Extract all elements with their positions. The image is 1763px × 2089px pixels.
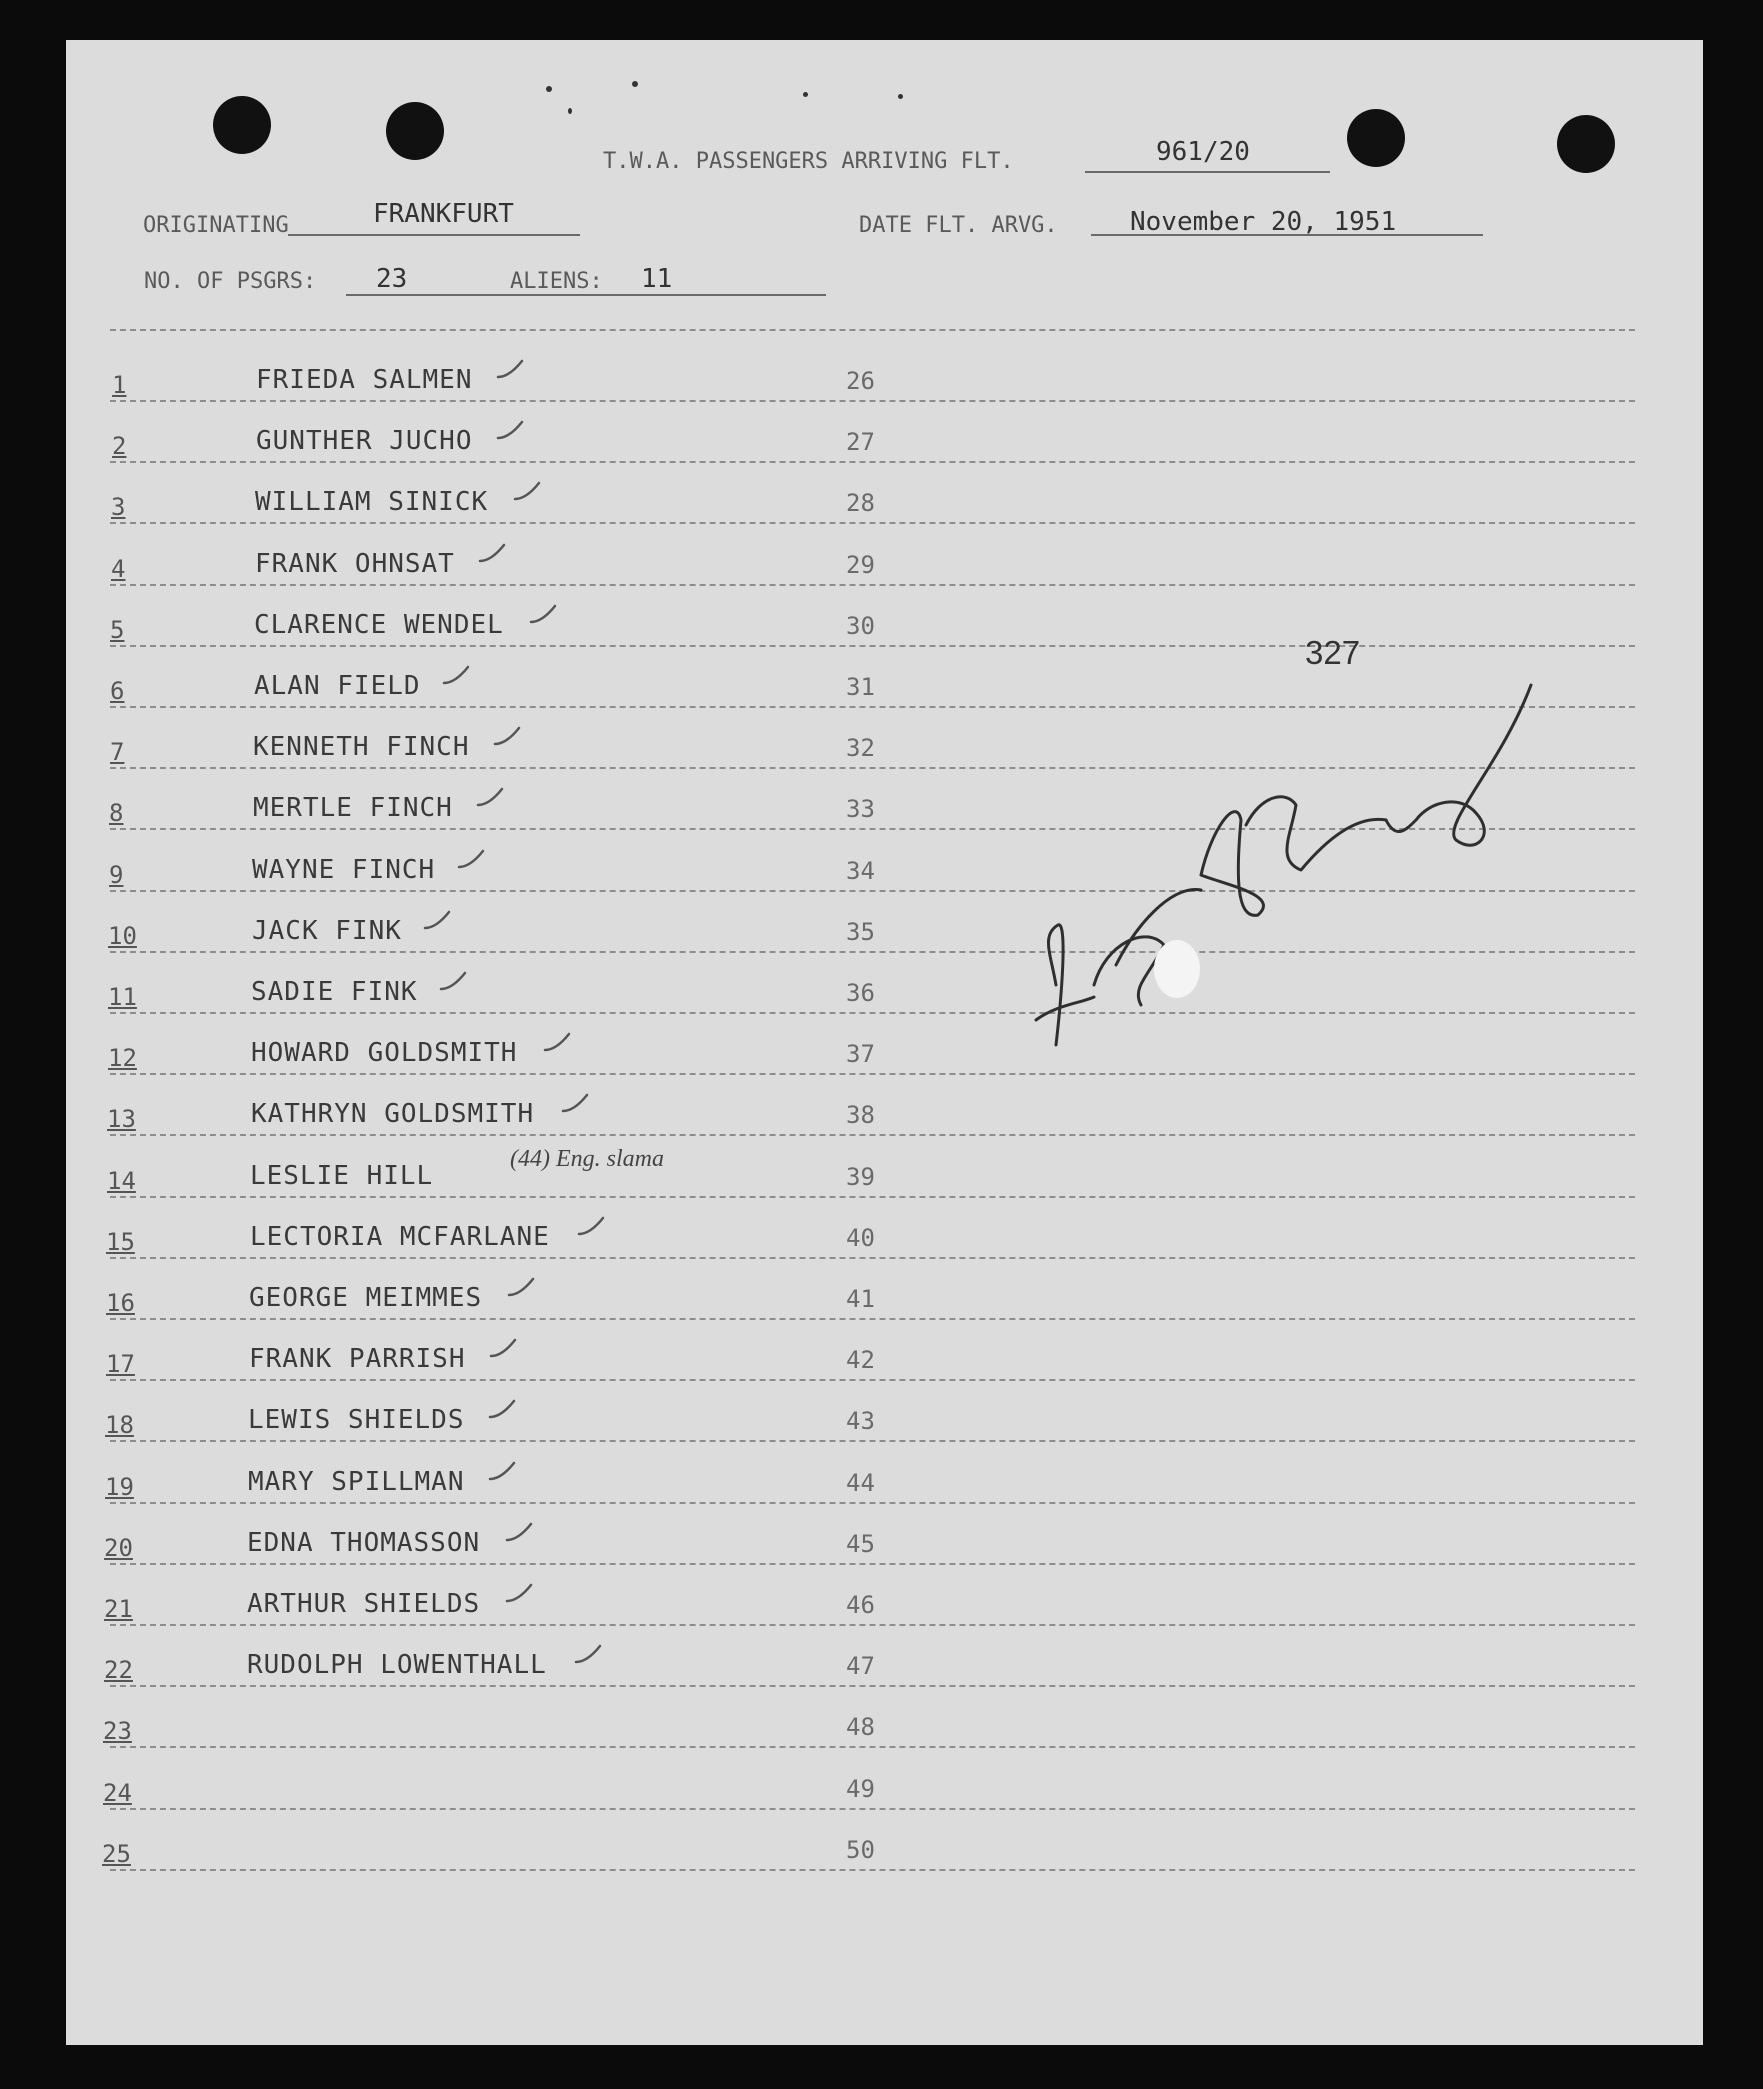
check-mark (494, 420, 526, 444)
punch-hole (1557, 115, 1615, 173)
row-number: 1 (112, 371, 127, 399)
passenger-name: MERTLE FINCH (253, 793, 453, 824)
passenger-name: JACK FINK (252, 915, 402, 946)
row-number-right: 41 (846, 1285, 875, 1313)
row-number-right: 45 (846, 1529, 875, 1558)
row-number-right: 37 (846, 1040, 875, 1069)
check-mark (437, 971, 469, 995)
date-value: November 20, 1951 (1130, 207, 1397, 237)
passenger-name: WILLIAM SINICK (255, 487, 489, 518)
paper-speck (568, 108, 572, 114)
row-number: 3 (111, 493, 126, 522)
check-mark (474, 787, 506, 811)
row-number: 18 (105, 1411, 134, 1440)
row-divider (110, 400, 1635, 402)
row-number-right: 49 (846, 1774, 875, 1803)
passenger-name: MARY SPILLMAN (248, 1466, 465, 1497)
row-number: 21 (104, 1595, 133, 1623)
row-divider (110, 1563, 1635, 1565)
row-number-right: 44 (846, 1468, 875, 1497)
passengers-label: NO. OF PSGRS: (144, 269, 317, 294)
row-divider (110, 1257, 1635, 1259)
row-divider (110, 1134, 1635, 1136)
row-divider (110, 1502, 1635, 1504)
row-divider (110, 1318, 1635, 1320)
inspector-signature (996, 625, 1576, 1095)
row-number-right: 35 (846, 917, 875, 946)
row-number: 8 (109, 799, 124, 828)
check-mark (494, 359, 526, 383)
row-number: 14 (107, 1166, 136, 1195)
check-mark (505, 1277, 537, 1301)
originating-underline (288, 234, 580, 236)
passenger-name: HOWARD GOLDSMITH (251, 1038, 518, 1069)
row-divider (110, 584, 1635, 586)
row-number-right: 30 (846, 611, 875, 640)
row-number: 22 (104, 1656, 133, 1685)
row-number-right: 26 (846, 367, 875, 395)
row-divider (110, 1808, 1635, 1810)
document-page (66, 40, 1703, 2045)
row-number: 9 (109, 860, 124, 889)
row-number-right: 38 (846, 1101, 875, 1130)
row-number-right: 33 (846, 795, 875, 824)
date-label: DATE FLT. ARVG. (859, 213, 1058, 238)
passenger-name: LESLIE HILL (250, 1160, 434, 1191)
passenger-name: KATHRYN GOLDSMITH (251, 1099, 535, 1130)
check-mark (575, 1216, 607, 1240)
aliens-label: ALIENS: (510, 269, 603, 294)
originating-label: ORIGINATING (143, 213, 289, 238)
check-mark (476, 543, 508, 567)
row-divider (110, 461, 1635, 463)
row-number: 23 (103, 1717, 132, 1746)
check-mark (503, 1583, 535, 1607)
row-number-right: 28 (846, 489, 875, 518)
passenger-name: ALAN FIELD (254, 671, 421, 701)
row-number: 12 (108, 1044, 137, 1073)
punch-hole (213, 96, 271, 154)
header-underline (346, 294, 826, 296)
row-number: 4 (111, 554, 126, 583)
row-divider (110, 1869, 1635, 1871)
check-mark (491, 726, 523, 750)
passenger-name: CLARENCE WENDEL (254, 609, 504, 640)
originating-value: FRANKFURT (373, 199, 514, 229)
passenger-name: RUDOLPH LOWENTHALL (247, 1650, 547, 1681)
check-mark (487, 1338, 519, 1362)
paper-speck (546, 86, 552, 92)
signature-blot (1154, 940, 1200, 998)
row-number: 25 (102, 1839, 131, 1868)
check-mark (527, 604, 559, 628)
row-number: 5 (110, 615, 125, 644)
passenger-name: FRANK OHNSAT (255, 548, 455, 579)
form-title: T.W.A. PASSENGERS ARRIVING FLT. (603, 149, 1014, 174)
check-mark (486, 1399, 518, 1423)
check-mark (503, 1522, 535, 1546)
check-mark (440, 665, 472, 689)
passenger-name: LECTORIA MCFARLANE (250, 1221, 550, 1252)
paper-speck (898, 94, 903, 99)
row-divider (110, 1746, 1635, 1748)
passenger-name: GUNTHER JUCHO (256, 426, 473, 457)
check-mark (541, 1032, 573, 1056)
flight-underline (1085, 171, 1330, 173)
row-number-right: 32 (846, 734, 875, 763)
check-mark (559, 1093, 591, 1117)
paper-speck (632, 81, 638, 87)
row-number-right: 42 (846, 1346, 875, 1375)
header-divider (110, 329, 1635, 331)
passenger-name: LEWIS SHIELDS (248, 1405, 465, 1436)
row-number-right: 39 (846, 1162, 875, 1191)
row-number-right: 36 (846, 979, 875, 1007)
row-divider (110, 1440, 1635, 1442)
passenger-name: ARTHUR SHIELDS (247, 1589, 481, 1619)
passenger-name: WAYNE FINCH (252, 854, 436, 885)
row-number: 11 (108, 983, 137, 1011)
paper-speck (803, 92, 808, 97)
row-number: 2 (112, 432, 127, 461)
row-number-right: 47 (846, 1652, 875, 1681)
row-number: 10 (108, 921, 137, 950)
check-mark (572, 1644, 604, 1668)
row-number-right: 50 (846, 1835, 875, 1864)
row-number: 16 (106, 1289, 135, 1317)
row-number: 20 (104, 1533, 133, 1562)
stamp-number: 327 (1305, 634, 1361, 671)
punch-hole (386, 102, 444, 160)
passengers-value: 23 (376, 264, 408, 294)
row-number: 13 (107, 1105, 136, 1134)
row-number-right: 31 (846, 673, 875, 701)
row-number: 24 (103, 1778, 132, 1807)
handwritten-note: (44) Eng. slama (510, 1146, 664, 1172)
row-divider (110, 1379, 1635, 1381)
row-number-right: 40 (846, 1223, 875, 1252)
passenger-name: FRIEDA SALMEN (256, 365, 473, 395)
punch-hole (1347, 109, 1405, 167)
passenger-name: EDNA THOMASSON (247, 1527, 481, 1558)
row-number: 7 (110, 738, 125, 767)
row-number-right: 48 (846, 1713, 875, 1742)
row-number-right: 46 (846, 1591, 875, 1619)
passenger-name: GEORGE MEIMMES (249, 1283, 483, 1313)
row-divider (110, 1196, 1635, 1198)
row-number-right: 27 (846, 428, 875, 457)
row-divider (110, 1624, 1635, 1626)
row-number-right: 34 (846, 856, 875, 885)
passenger-name: KENNETH FINCH (253, 732, 470, 763)
passenger-name: SADIE FINK (251, 977, 418, 1007)
row-number-right: 43 (846, 1407, 875, 1436)
row-number: 15 (106, 1227, 135, 1256)
check-mark (486, 1461, 518, 1485)
row-number: 19 (105, 1472, 134, 1501)
row-divider (110, 522, 1635, 524)
check-mark (455, 849, 487, 873)
passenger-name: FRANK PARRISH (249, 1344, 466, 1375)
flight-number: 961/20 (1156, 137, 1250, 167)
row-number: 6 (110, 677, 125, 705)
row-number-right: 29 (846, 550, 875, 579)
row-number: 17 (106, 1350, 135, 1379)
row-divider (110, 1685, 1635, 1687)
aliens-value: 11 (641, 264, 673, 294)
check-mark (511, 481, 543, 505)
check-mark (421, 910, 453, 934)
